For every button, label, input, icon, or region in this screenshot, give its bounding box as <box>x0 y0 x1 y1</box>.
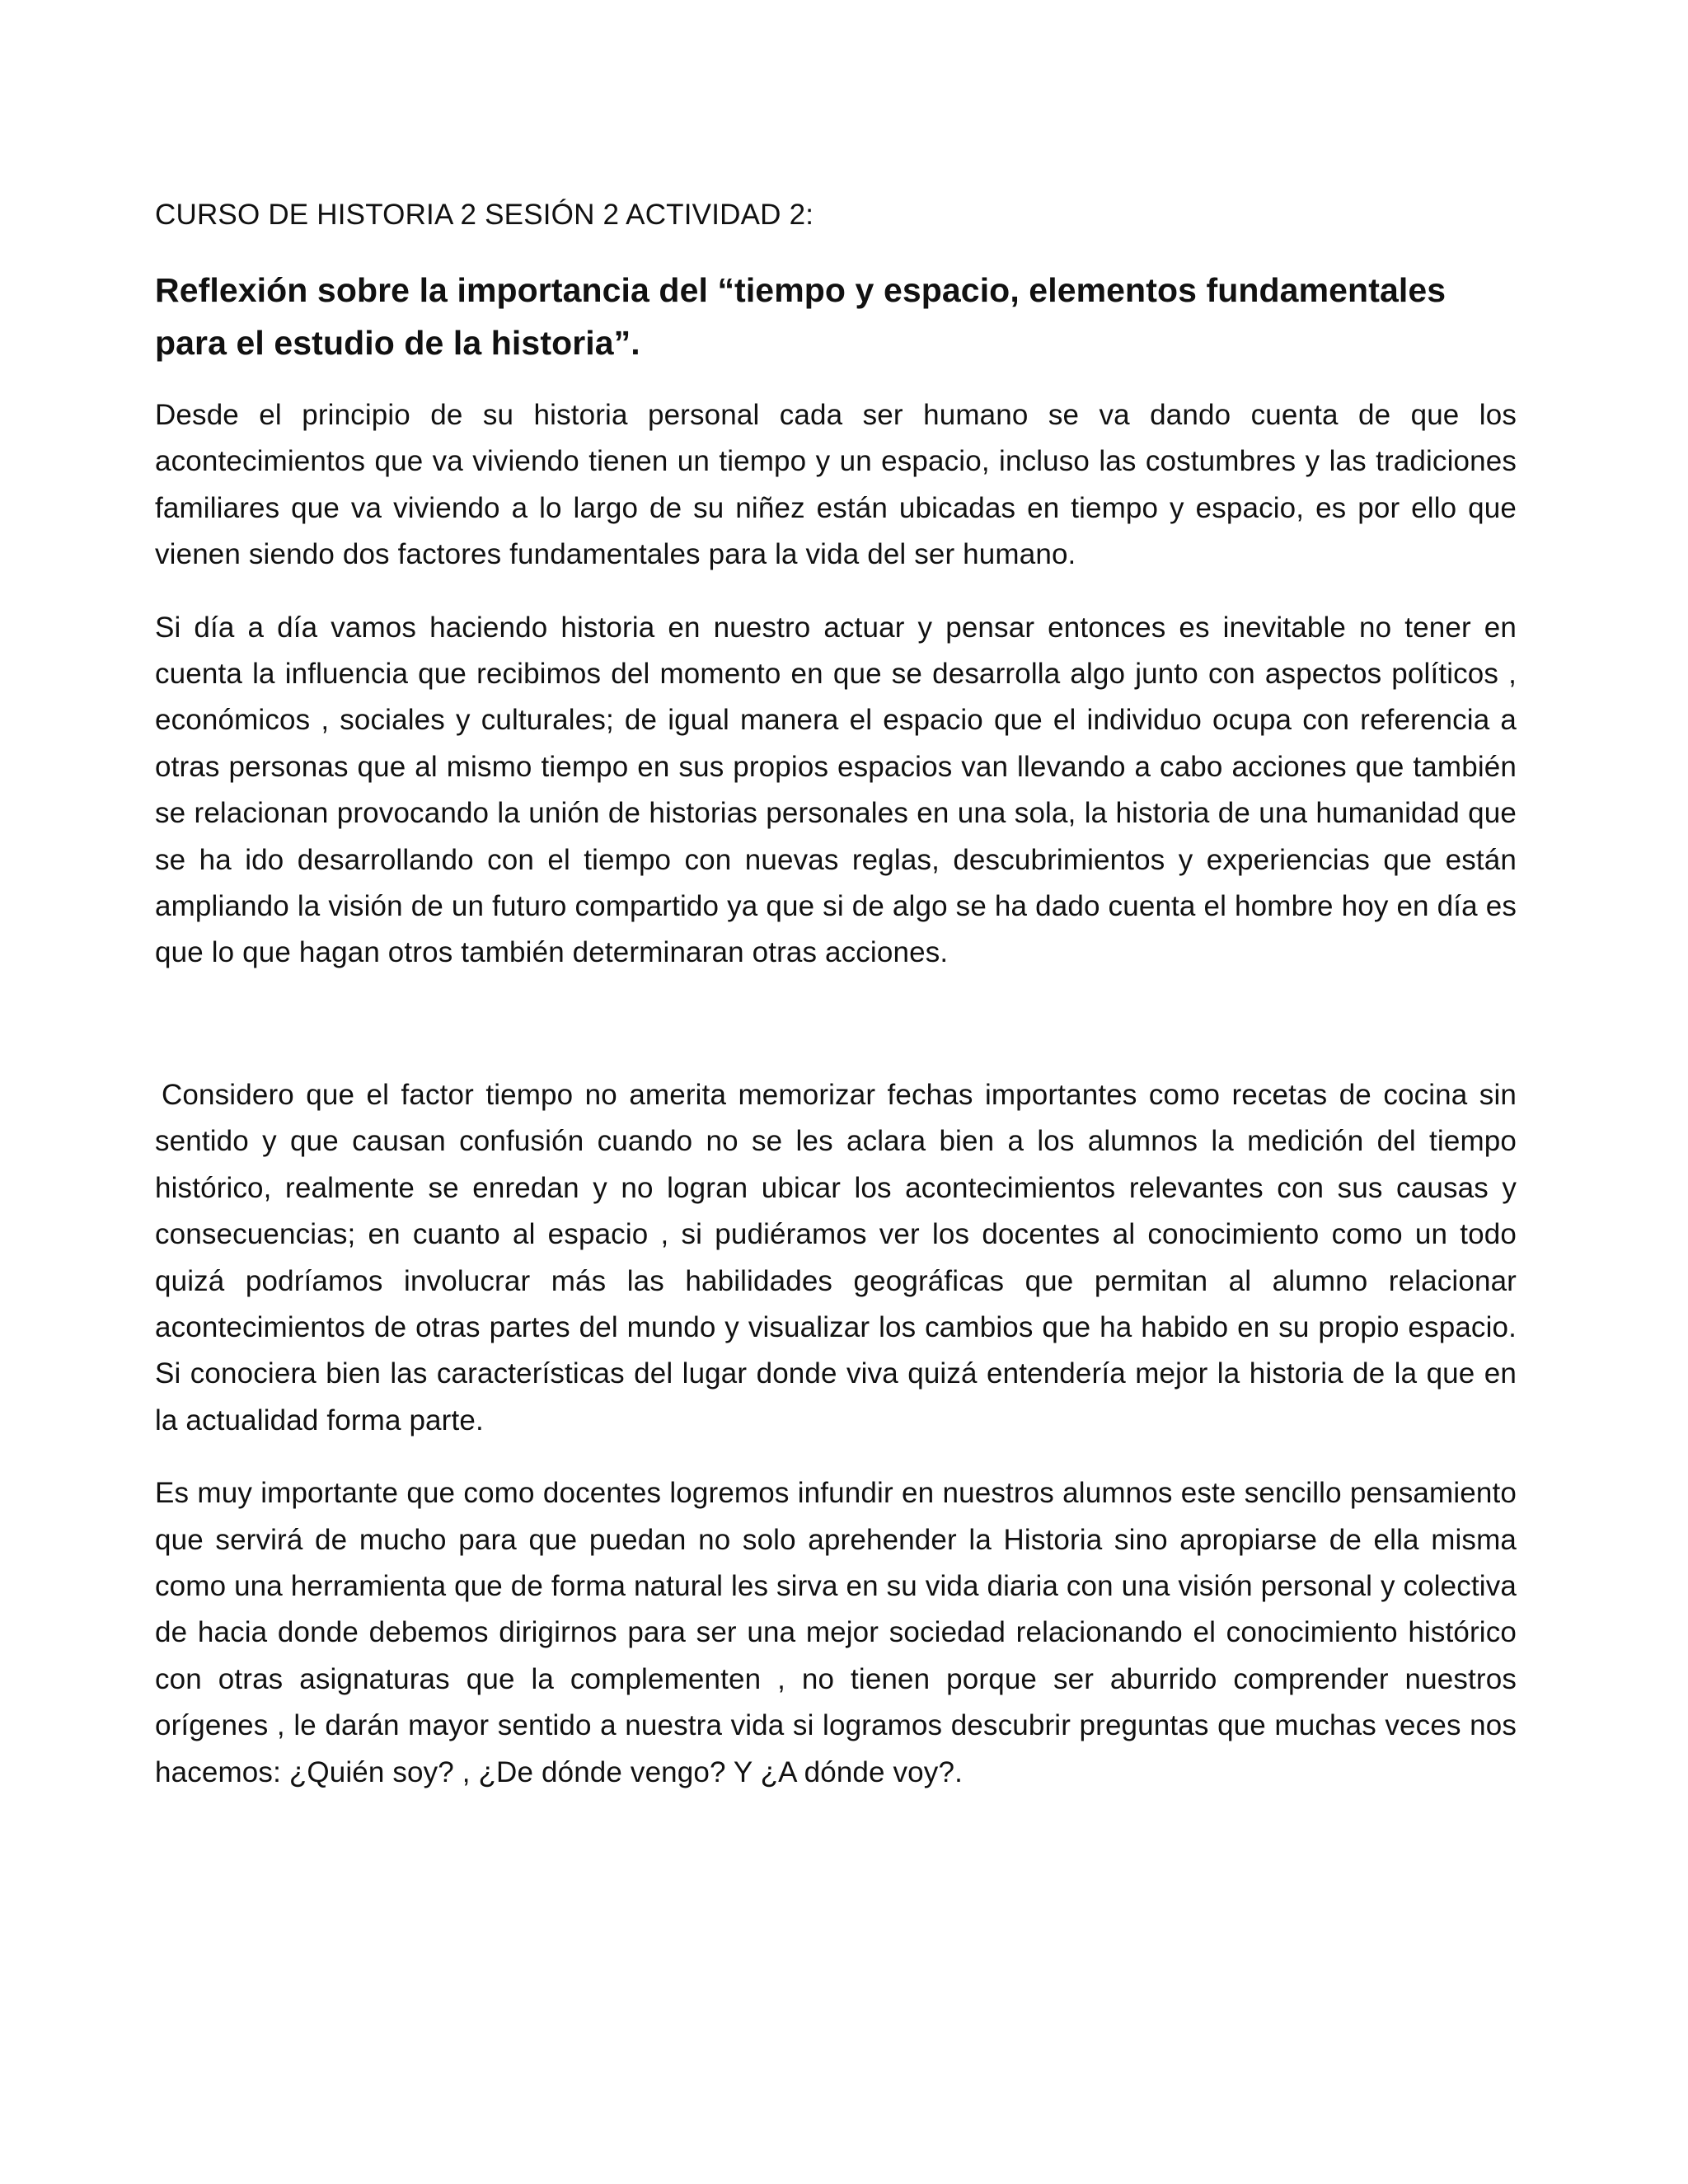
paragraph-2: Si día a día vamos haciendo historia en nuestro actuar y pensar entonces es inevitable no tener en cuenta la influencia que recibimos del momento en que se desarrolla algo junto con aspectos políticos , económicos , sociales y culturales; de igual manera el espacio que el individuo ocupa con referencia a otras personas que al mismo tiempo en sus propios espacios van llevando a cabo acciones que también se relacionan provocando la unión de historias personales en una sola, la historia de una humanidad que se ha ido desarrollando con el tiempo con nuevas reglas, descubrimientos y experiencias que están ampliando la visión de un futuro compartido ya que si de algo se ha dado cuenta el hombre hoy en día es que lo que hagan otros también determinaran otras acciones. <box>155 611 1517 969</box>
paragraph-1: Desde el principio de su historia personal cada ser humano se va dando cuenta de que los acontecimientos que va viviendo tienen un tiempo y un espacio, incluso las costumbres y las tradiciones familiares que va viviendo a lo largo de su niñez están ubicadas en tiempo y espacio, es por ello que vienen siendo dos factores fundamentales para la vida del ser humano. <box>155 399 1517 571</box>
paragraph-4: Es muy importante que como docentes logremos infundir en nuestros alumnos este sencillo pensamiento que servirá de mucho para que puedan no solo aprehender la Historia sino apropiarse de ella misma como una herramienta que de forma natural les sirva en su vida diaria con una visión personal y colectiva de hacia donde debemos dirigirnos para ser una mejor sociedad relacionando el conocimiento histórico con otras asignaturas que la complementen , no tienen porque ser aburrido comprender nuestros orígenes , le darán mayor sentido a nuestra vida si logramos descubrir preguntas que muchas veces nos hacemos: ¿Quién soy? , ¿De dónde vengo? Y ¿A dónde voy?. <box>155 1477 1517 1788</box>
paragraph-3: Considero que el factor tiempo no amerita memorizar fechas importantes como recetas de cocina sin sentido y que causan confusión cuando no se les aclara bien a los alumnos la medición del tiempo histórico, realmente se enredan y no logran ubicar los acontecimientos relevantes con sus causas y consecuencias; en cuanto al espacio , si pudiéramos ver los docentes al conocimiento como un todo quizá podríamos involucrar más las habilidades geográficas que permitan al alumno relacionar acontecimientos de otras partes del mundo y visualizar los cambios que ha habido en su propio espacio. Si conociera bien las características del lugar donde viva quizá entendería mejor la historia de la que en la actualidad forma parte. <box>155 1078 1517 1436</box>
course-heading: CURSO DE HISTORIA 2 SESIÓN 2 ACTIVIDAD 2: <box>155 199 814 231</box>
document-page <box>155 196 1517 1796</box>
document-title: Reflexión sobre la importancia del “tiempo y espacio, elementos fundamentales para el estudio de la historia”. <box>155 271 1447 362</box>
